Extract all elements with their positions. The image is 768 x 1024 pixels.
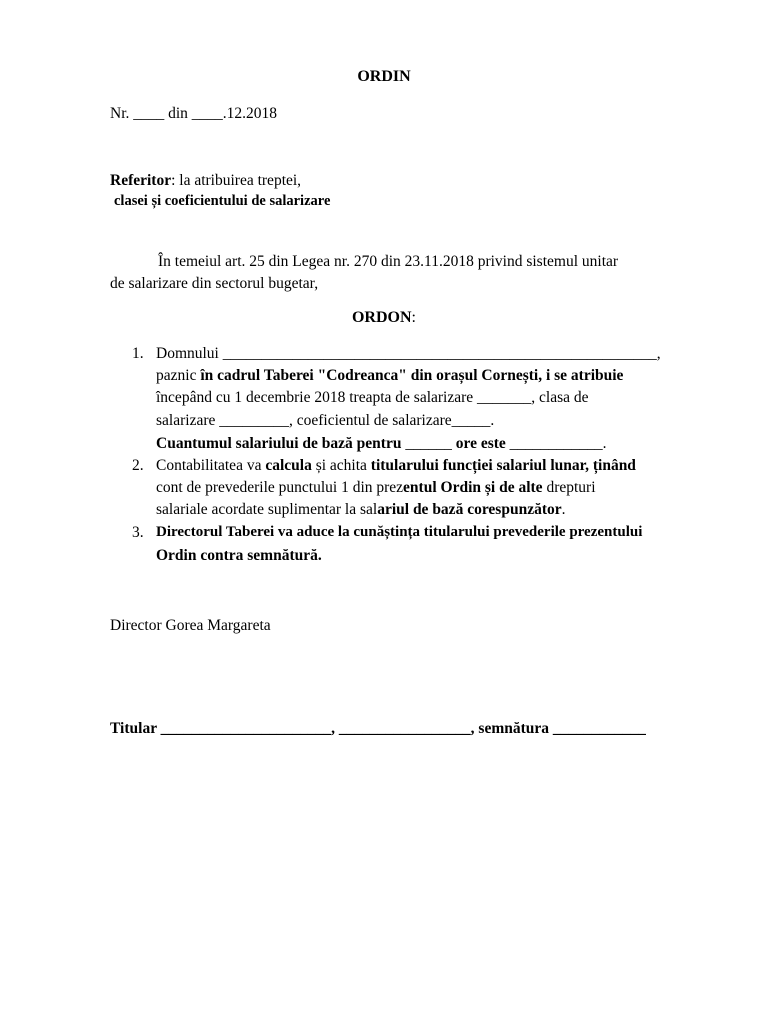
director-signature-line: Director Gorea Margareta xyxy=(110,617,271,634)
document-title: ORDIN xyxy=(357,68,411,85)
item-3-line-1: Directorul Taberei va aduce la cunăștința titularului prevederile prezentului xyxy=(156,524,643,540)
ordon-heading xyxy=(0,309,768,327)
ordon-colon: : xyxy=(411,309,416,326)
reference-line-2: clasei și coeficientului de salarizare xyxy=(114,193,331,209)
reference-line-1 xyxy=(110,172,301,190)
intro-paragraph-line-2: de salarizare din sectorul bugetar, xyxy=(110,275,319,292)
intro-paragraph-line-1: În temeiul art. 25 din Legea nr. 270 din 23.11.2018 privind sistemul unitar xyxy=(158,253,619,270)
item-1-line-3: începând cu 1 decembrie 2018 treapta de salarizare _______, clasa de xyxy=(156,389,589,406)
list-item-number: 1. xyxy=(132,345,144,362)
item-1-line-1: Domnului ________________________________________________________, xyxy=(156,345,661,362)
titular-signature-line: Titular ______________________, _________________, semnătura ____________ xyxy=(110,720,646,737)
item-3-line-2: Ordin contra semnătură. xyxy=(156,547,322,564)
item-1-line-5: Cuantumul salariului de bază pentru ______ ore este ____________. xyxy=(156,435,607,452)
item-2-line-2: cont de prevederile punctului 1 din prezentul Ordin și de alte drepturi xyxy=(156,479,596,496)
order-number-line: Nr. ____ din ____.12.2018 xyxy=(110,105,278,122)
list-item-number: 3. xyxy=(132,524,144,541)
item-1-line-4: salarizare _________, coeficientul de salarizare_____. xyxy=(156,412,495,429)
item-1-line-2: paznic în cadrul Taberei "Codreanca" din orașul Cornești, i se atribuie xyxy=(156,367,624,384)
reference-label: Referitor xyxy=(110,172,172,189)
ordon-label: ORDON xyxy=(351,309,412,326)
item-2-line-3: salariale acordate suplimentar la salariul de bază corespunzător. xyxy=(156,501,566,518)
list-item-number: 2. xyxy=(132,457,144,474)
item-2-line-1: Contabilitatea va calcula și achita titularului funcției salariul lunar, ținând xyxy=(156,457,636,474)
reference-text: : la atribuirea treptei, xyxy=(171,172,302,189)
